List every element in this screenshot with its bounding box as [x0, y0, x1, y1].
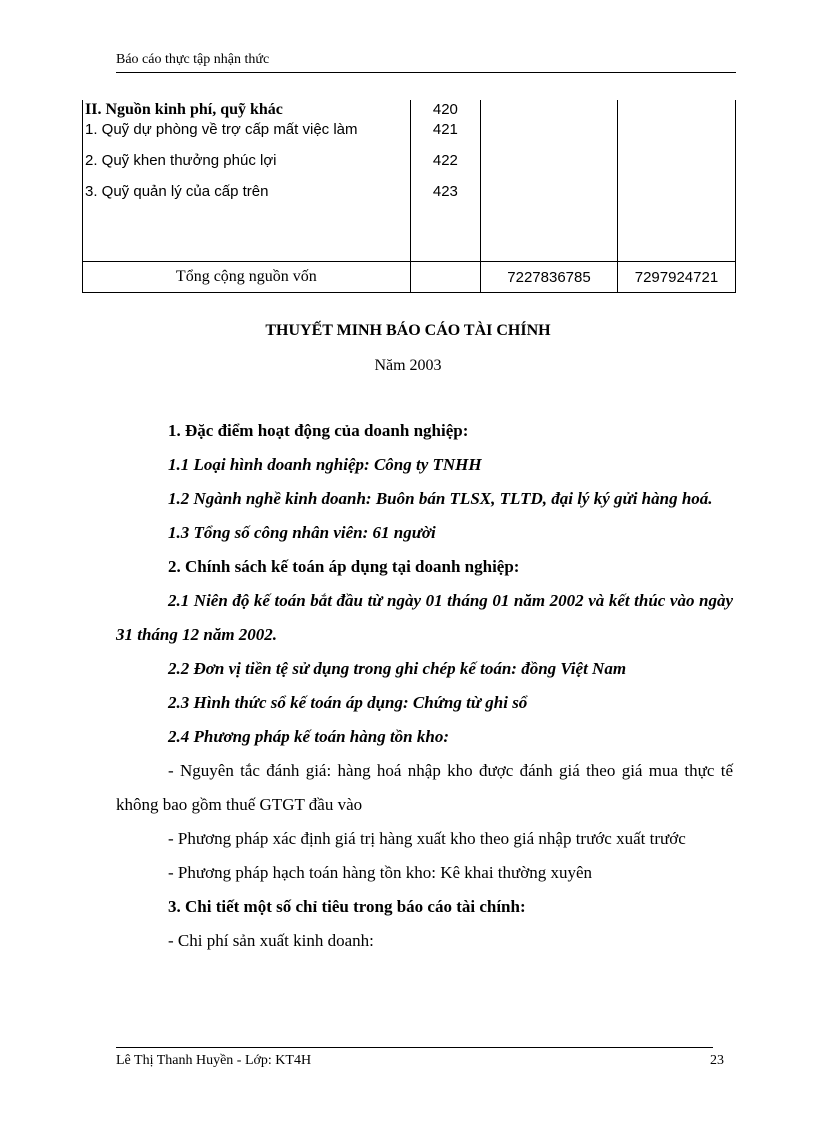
subsection: 2.1 Niên độ kế toán bắt đầu từ ngày 01 tháng 01 năm 2002 và kết thúc vào ngày 31 tháng 12 năm 2002.: [116, 591, 733, 644]
bullet-item: - Nguyên tắc đánh giá: hàng hoá nhập kho được đánh giá theo giá mua thực tế không bao gồm thuế GTGT đầu vào: [116, 761, 733, 814]
subsection: 1.1 Loại hình doanh nghiệp: Công ty TNHH: [168, 455, 482, 474]
table-row-code: 420: [432, 101, 458, 118]
table-row-name: 1. Quỹ dự phòng về trợ cấp mất việc làm: [85, 121, 358, 138]
bullet-item: - Chi phí sản xuất kinh doanh:: [168, 931, 374, 950]
table-total-row: [83, 262, 736, 293]
table-row-code: 422: [432, 152, 458, 169]
bullet-item: - Phương pháp hạch toán hàng tồn kho: Kê khai thường xuyên: [168, 863, 593, 882]
subsection: 2.3 Hình thức sổ kế toán áp dụng: Chứng từ ghi sổ: [168, 693, 528, 712]
subsection: 1.2 Ngành nghề kinh doanh: Buôn bán TLSX, TLTD, đại lý ký gửi hàng hoá.: [168, 489, 713, 508]
page-header: Báo cáo thực tập nhận thức: [116, 52, 270, 67]
total-value-2: 7297924721: [617, 262, 735, 293]
section-heading: 3. Chi tiết một số chỉ tiêu trong báo cáo tài chính:: [168, 897, 526, 916]
table-row: [83, 100, 736, 262]
bullet-item: - Phương pháp xác định giá trị hàng xuất kho theo giá nhập trước xuất trước: [168, 829, 686, 848]
page-title: THUYẾT MINH BÁO CÁO TÀI CHÍNH: [265, 322, 551, 339]
section-heading: 2. Chính sách kế toán áp dụng tại doanh nghiệp:: [168, 557, 520, 576]
total-label: Tổng cộng nguồn vốn: [83, 262, 411, 293]
report-year: Năm 2003: [374, 357, 442, 374]
table-row-name: 2. Quỹ khen thưởng phúc lợi: [85, 152, 277, 169]
table-row-name: II. Nguồn kinh phí, quỹ khác: [85, 101, 283, 118]
page-number: 23: [710, 1053, 724, 1068]
table-row-code: 423: [432, 183, 458, 200]
balance-sheet-table: [82, 100, 736, 293]
header-divider: [116, 72, 736, 73]
table-row-code: 421: [432, 121, 458, 138]
section-heading: 1. Đặc điểm hoạt động của doanh nghiệp:: [168, 421, 469, 440]
subsection: 2.4 Phương pháp kế toán hàng tồn kho:: [168, 727, 449, 746]
table-row-name: 3. Quỹ quản lý của cấp trên: [85, 183, 269, 200]
total-value-1: 7227836785: [481, 262, 618, 293]
footer-divider: [116, 1047, 713, 1048]
report-body: [116, 414, 733, 958]
subsection: 1.3 Tổng số công nhân viên: 61 người: [168, 523, 436, 542]
footer-author: Lê Thị Thanh Huyền - Lớp: KT4H: [116, 1053, 312, 1068]
subsection: 2.2 Đơn vị tiền tệ sử dụng trong ghi chép kế toán: đồng Việt Nam: [168, 659, 627, 678]
